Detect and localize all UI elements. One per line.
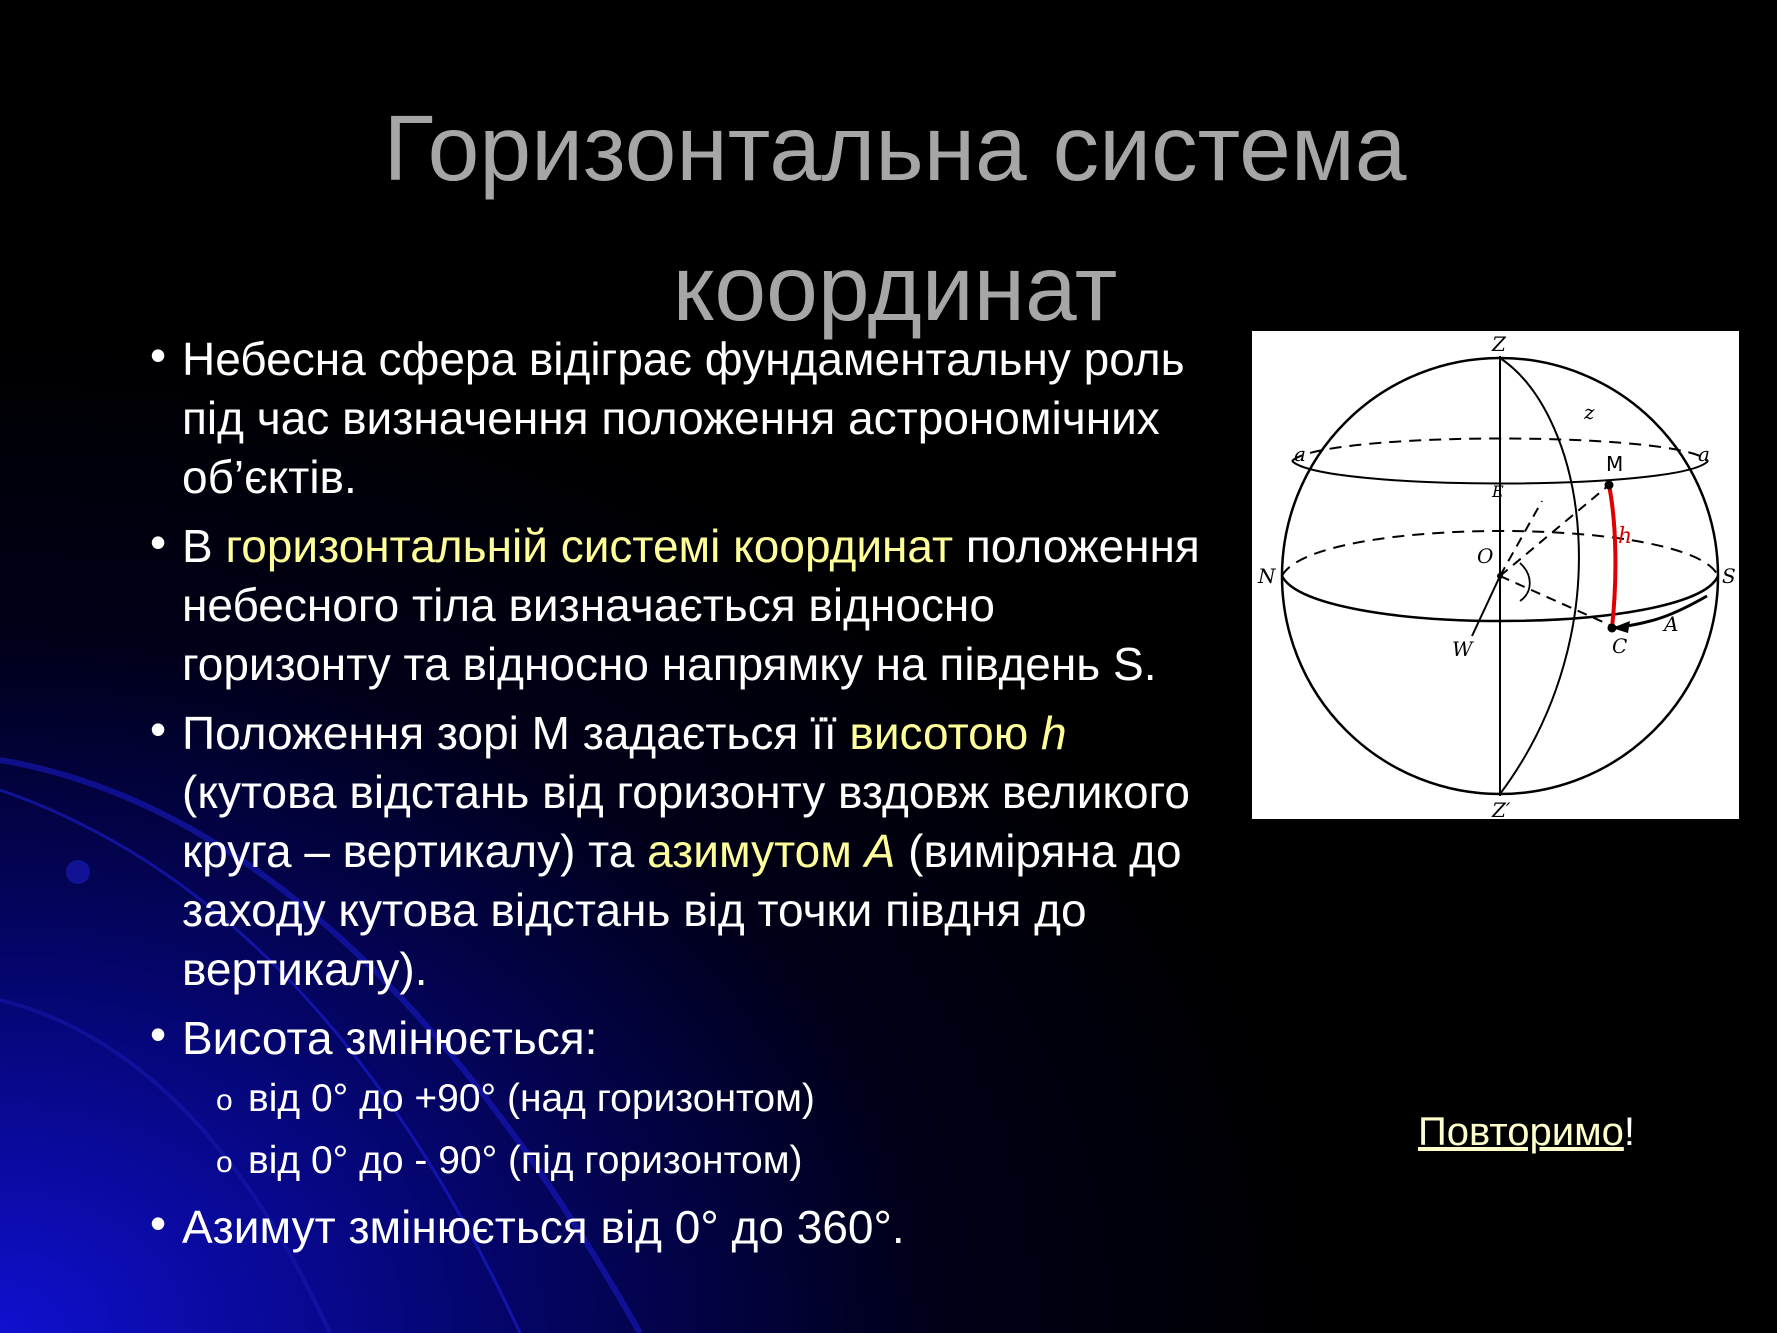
title-line-1: Горизонтальна система: [383, 96, 1407, 200]
sub-bullet-marker: o: [216, 1084, 233, 1117]
line-to-W: [1472, 576, 1500, 636]
bullet-list: [150, 330, 1210, 1267]
sub-bullet-text: від 0° до +90° (над горизонтом): [248, 1077, 815, 1120]
highlight-term: висотою: [849, 707, 1029, 759]
bullet-item: [150, 1009, 1210, 1068]
symbol-a: A: [864, 825, 896, 877]
label-a-right: a: [1698, 442, 1710, 466]
bullet-text: Висота змінюється:: [182, 1012, 598, 1064]
highlight-term: азимутом: [647, 825, 852, 877]
label-n: N: [1258, 564, 1276, 588]
bullet-text: В: [182, 520, 226, 572]
bullet-dot: •: [150, 329, 167, 381]
angle-arc: [1520, 563, 1530, 601]
bullet-item: [150, 704, 1210, 999]
center-o: [1497, 573, 1503, 579]
altitude-arc: [1609, 485, 1615, 628]
bullet-item: [150, 1198, 1210, 1257]
label-zenith-distance: z: [1584, 400, 1595, 424]
label-h: h: [1618, 524, 1633, 549]
sub-bullet-text: від 0° до - 90° (під горизонтом): [248, 1139, 803, 1182]
symbol-h: h: [1041, 707, 1067, 759]
bullet-text: (виміряна до заходу кутова відстань від точки півдня до вертикалу).: [182, 825, 1182, 995]
bullet-text: Положення зорі М задається її: [182, 707, 850, 759]
star-m: [1605, 481, 1614, 490]
bullet-dot: •: [150, 1008, 167, 1060]
bullet-item: [150, 330, 1210, 507]
label-s: S: [1722, 564, 1736, 588]
bullet-text: Азимут змінюється від 0° до 360°.: [182, 1201, 905, 1253]
title-line-2: координат: [672, 236, 1118, 340]
label-nadir: Z′: [1492, 798, 1511, 819]
slide-title: [150, 78, 1640, 358]
bullet-text: положення небесного тіла визначається відносно горизонту та відносно напрямку на південь S.: [182, 520, 1200, 690]
label-zenith: Z: [1492, 332, 1506, 356]
bullet-dot: •: [150, 703, 167, 755]
bullet-text: Небесна сфера відіграє фундаментальну роль під час визначення положення астрономічних об’єктів.: [182, 333, 1185, 503]
label-star-m: M: [1606, 452, 1624, 476]
highlight-term: горизонтальній системі координат: [225, 520, 954, 572]
bullet-text: (кутова відстань від горизонту вздовж великого круга – вертикалу) та: [182, 766, 1190, 877]
repeat-link[interactable]: Повторимо: [1418, 1110, 1624, 1154]
bullet-dot: •: [150, 516, 167, 568]
label-a-azimuth: A: [1664, 612, 1679, 636]
sub-bullet-item: [150, 1130, 1210, 1192]
sphere-svg: [1252, 331, 1739, 819]
label-o: O: [1477, 544, 1494, 568]
label-e: E: [1492, 482, 1504, 501]
repeat-suffix: !: [1623, 1110, 1635, 1154]
label-a-left: a: [1294, 442, 1306, 466]
vertical-circle: [1500, 358, 1579, 794]
label-c: C: [1612, 634, 1628, 658]
label-w: W: [1452, 637, 1473, 661]
celestial-sphere-diagram: [1252, 331, 1739, 819]
bullet-dot: •: [150, 1197, 167, 1249]
sub-bullet-item: [150, 1068, 1210, 1130]
repeat-link-area: [1418, 1110, 1635, 1155]
point-c: [1608, 624, 1617, 633]
sub-bullet-marker: o: [216, 1146, 233, 1179]
bullet-item: [150, 517, 1210, 694]
